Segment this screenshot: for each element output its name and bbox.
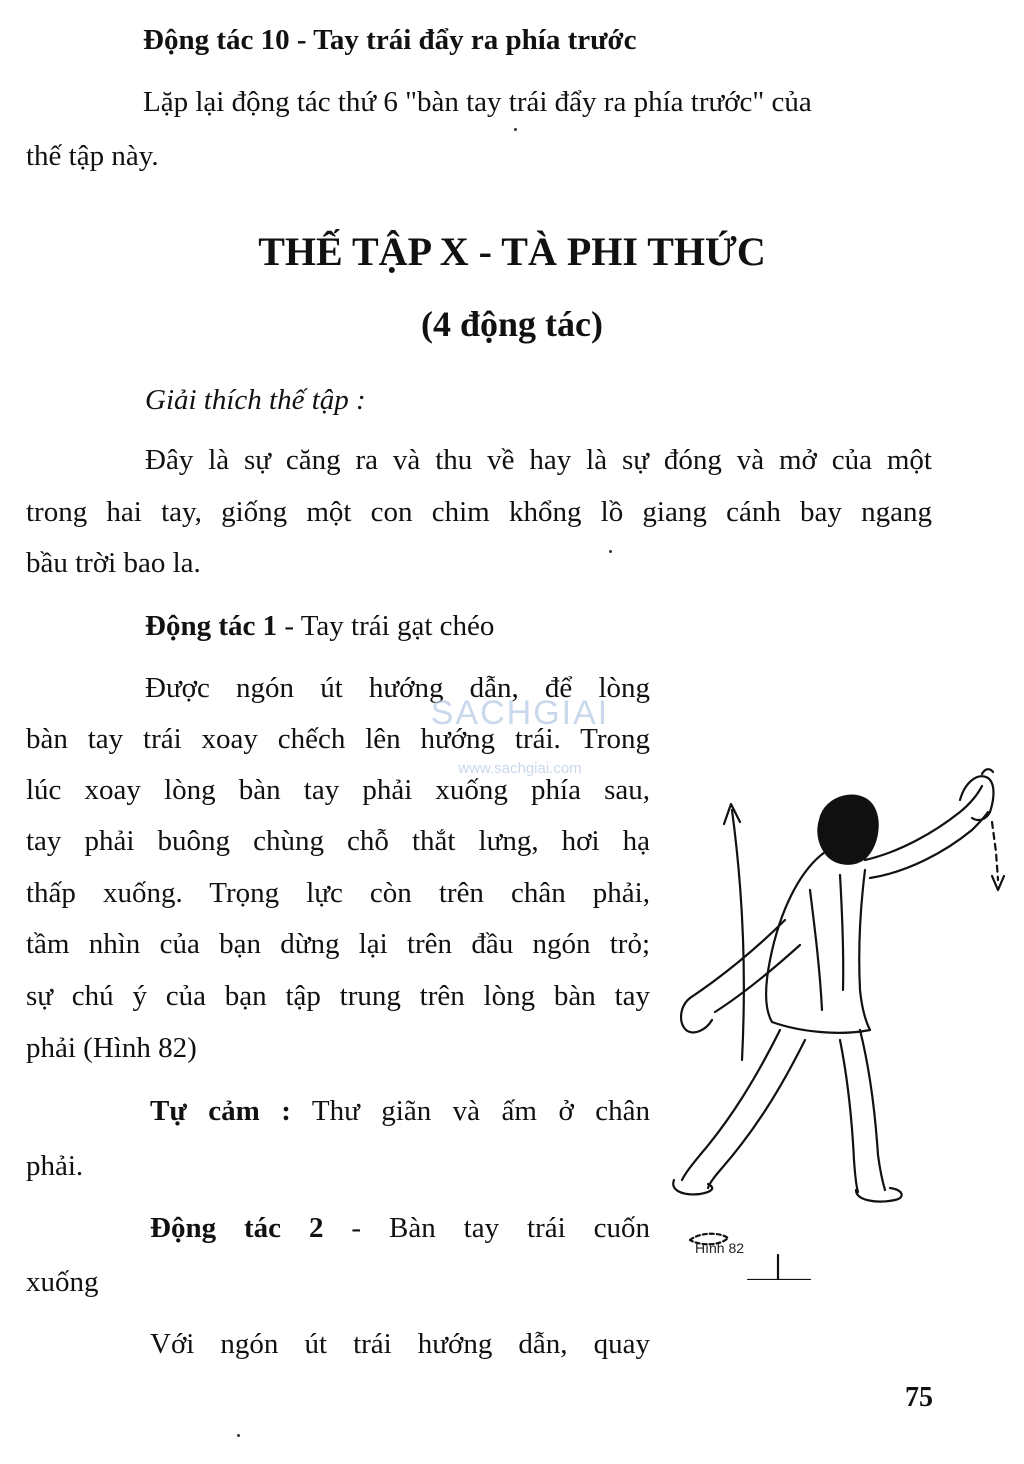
move1-line: thấp xuống. Trọng lực còn trên chân phải, bbox=[26, 877, 650, 909]
move1-line: tay phải buông chùng chỗ thắt lưng, hơi hạ bbox=[26, 825, 650, 857]
move1-line: phải (Hình 82) bbox=[26, 1032, 197, 1064]
page-number: 75 bbox=[905, 1382, 933, 1413]
section-subtitle: (4 động tác) bbox=[421, 304, 603, 344]
explanation-label: Giải thích thế tập : bbox=[145, 384, 366, 416]
move10-heading-label: Động tác 10 bbox=[143, 24, 290, 56]
figure-82-label: Hình 82 bbox=[695, 1240, 745, 1256]
move10-heading bbox=[143, 22, 636, 58]
figure-82-illustration bbox=[660, 760, 1020, 1280]
watermark-url: www.sachgiai.com bbox=[458, 760, 582, 777]
move1-heading-label: Động tác 1 bbox=[145, 610, 278, 642]
move10-text-line2: thế tập này. bbox=[26, 140, 159, 172]
watermark-logo: SACHGIAI bbox=[430, 694, 610, 732]
move1-line: bàn tay trái xoay chếch lên hướng trái. Trong bbox=[26, 723, 650, 755]
section-title: THẾ TẬP X - TÀ PHI THỨC bbox=[258, 229, 766, 274]
move1-line: lúc xoay lòng bàn tay phải xuống phía sau, bbox=[26, 774, 650, 806]
scan-speck bbox=[609, 550, 612, 553]
scan-speck bbox=[514, 128, 517, 131]
move1-heading-text: - Tay trái gạt chéo bbox=[277, 610, 495, 642]
move2-line1: Với ngón út trái hướng dẫn, quay bbox=[150, 1328, 650, 1360]
move1-line: tầm nhìn của bạn dừng lại trên đầu ngón trỏ; bbox=[26, 928, 650, 960]
explanation-line1: Đây là sự căng ra và thu về hay là sự đóng và mở của một bbox=[145, 444, 932, 476]
move2-heading-line2: xuống bbox=[26, 1266, 99, 1298]
move10-text-line1: Lặp lại động tác thứ 6 "bàn tay trái đẩy ra phía trước" của bbox=[143, 86, 812, 118]
feel-text: Thư giãn và ấm ở chân bbox=[290, 1095, 651, 1127]
move1-feel bbox=[150, 1093, 650, 1129]
move10-heading-text: - Tay trái đẩy ra phía trước bbox=[289, 24, 637, 56]
move2-heading bbox=[150, 1210, 650, 1246]
move2-heading-label: Động tác 2 bbox=[150, 1212, 324, 1244]
feel-label: Tự cảm : bbox=[150, 1095, 291, 1127]
explanation-line3: bầu trời bao la. bbox=[26, 547, 201, 579]
scan-speck bbox=[237, 1434, 240, 1437]
move2-heading-text: - Bàn tay trái cuốn bbox=[323, 1212, 650, 1244]
move1-heading bbox=[145, 608, 494, 644]
explanation-line2: trong hai tay, giống một con chim khổng lồ giang cánh bay ngang bbox=[26, 496, 932, 528]
move1-feel-line2: phải. bbox=[26, 1150, 84, 1182]
move1-line: Được ngón út hướng dẫn, để lòng bbox=[145, 672, 650, 704]
move1-line: sự chú ý của bạn tập trung trên lòng bàn tay bbox=[26, 980, 650, 1012]
